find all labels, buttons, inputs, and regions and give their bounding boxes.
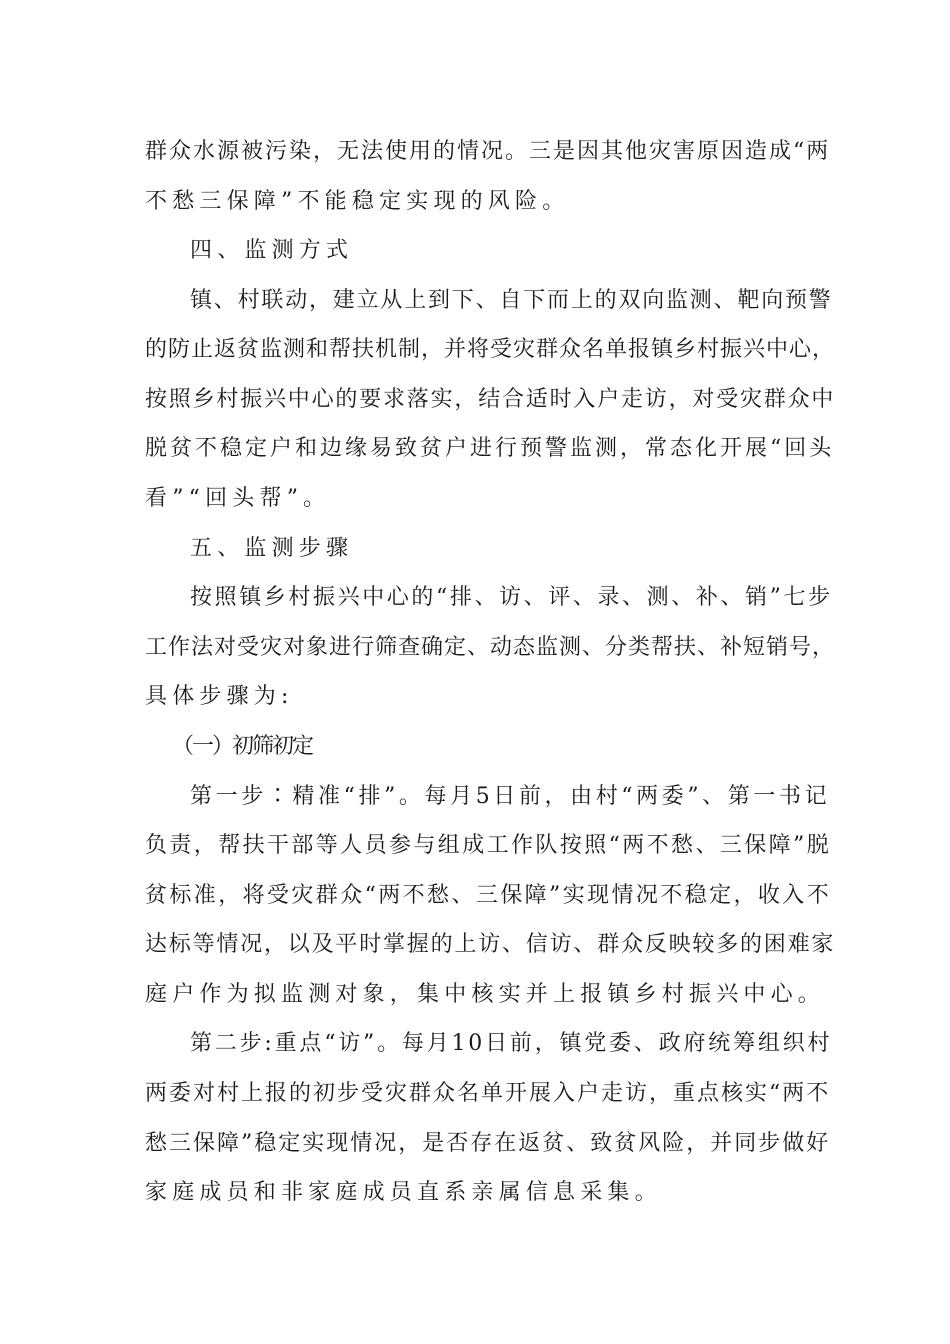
text-line: 两委对村上报的初步受灾群众名单开展入户走访，重点核实“两不	[145, 1081, 831, 1106]
text-line: 按照镇乡村振兴中心的“排、访、评、录、测、补、销”七步	[190, 585, 833, 610]
text-line: 贫标准，将受灾群众“两不愁、三保障”实现情况不稳定，收入不	[145, 883, 832, 908]
text-line: 按照乡村振兴中心的要求落实，结合适时入户走访，对受灾群众中	[145, 387, 836, 412]
text-line: 愁三保障”稳定实现情况，是否存在返贫、致贫风险，并同步做好	[145, 1131, 831, 1156]
text-line: 达标等情况，以及平时掌握的上访、信访、群众反映较多的困难家	[145, 932, 836, 957]
text-line: 庭户作为拟监测对象，集中核实并上报镇乡村振兴中心。	[145, 982, 826, 1007]
subsection-heading: （一）初筛初定	[172, 734, 313, 759]
text-line: 的防止返贫监测和帮扶机制，并将受灾群众名单报镇乡村振兴中心，	[145, 337, 836, 362]
text-line: 具体步骤为:	[145, 684, 294, 709]
text-line: 群众水源被污染，无法使用的情况。三是因其他灾害原因造成“两	[145, 139, 831, 164]
text-line: 家庭成员和非家庭成员直系亲属信息采集。	[145, 1180, 662, 1205]
section-heading: 四、监测方式	[190, 238, 354, 263]
text-line: 镇、村联动，建立从上到下、自下而上的双向监测、靶向预警	[190, 288, 833, 313]
text-line: 工作法对受灾对象进行筛查确定、动态监测、分类帮扶、补短销号，	[145, 635, 836, 660]
text-line: 看”“回头帮”。	[145, 486, 331, 511]
section-heading: 五、监测步骤	[190, 536, 354, 561]
text-line: 脱贫不稳定户和边缘易致贫户进行预警监测，常态化开展“回头	[145, 436, 835, 461]
text-line: 第二步:重点“访”。每月10日前，镇党委、政府统筹组织村	[190, 1031, 833, 1056]
text-line: 不愁三保障”不能稳定实现的风险。	[145, 189, 570, 214]
text-line: 负责，帮扶干部等人员参与组成工作队按照“两不愁、三保障”脱	[145, 833, 832, 858]
text-line: 第一步∶精准“排”。每月5日前，由村“两委”、第一书记	[190, 784, 831, 809]
